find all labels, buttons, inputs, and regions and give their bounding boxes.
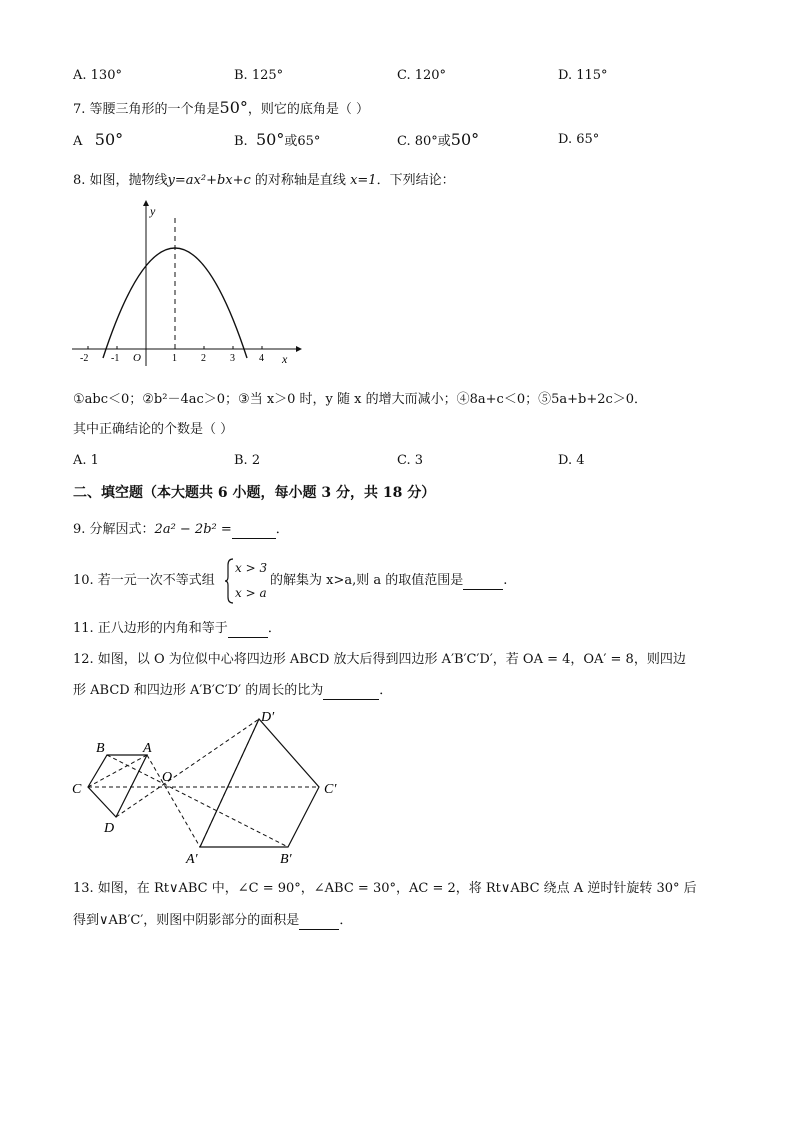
tick-label: 4 [259, 353, 264, 364]
q11-answer-blank [228, 623, 268, 638]
homothety-rays [88, 719, 319, 847]
q8-conclusions: ①abc＜0；②b²－4ac＞0；③当 x＞0 时，y 随 x 的增大而减小；④8a+c＜0；⑤5a+b+2c＞0． [73, 392, 648, 407]
q8-option-d: D. 4 [558, 453, 585, 468]
q10-prefix: 10. 若一元一次不等式组 [73, 573, 215, 588]
q6-option-c: C. 120° [397, 68, 447, 83]
quadrilateral-a-b-c-d-prime [200, 719, 319, 847]
point-label-c-prime: C′ [324, 782, 337, 797]
q12-line2: 形 ABCD 和四边形 A′B′C′D′ 的周长的比为 ． [73, 683, 393, 698]
point-label-d-prime: D′ [261, 710, 275, 725]
point-label-d: D [104, 821, 115, 836]
q7-option-b: B. 50°或65° [234, 130, 321, 149]
q12-line1: 12. 如图，以 O 为位似中心将四边形 ABCD 放大后得到四边形 A′B′C′D′，若 OA = 4，OA′ = 8，则四边 [73, 652, 686, 667]
q7-option-d: D. 65° [558, 132, 600, 147]
q9-answer-blank [232, 524, 276, 539]
q13-line2: 得到∨AB′C′，则图中阴影部分的面积是 ． [73, 913, 353, 928]
point-label-o: O [162, 770, 173, 785]
point-label-c: C [72, 782, 82, 797]
q13-answer-blank [299, 915, 339, 930]
x-axis-label: x [282, 352, 288, 366]
q9: 9. 分解因式：2a² − 2b² = ． [73, 522, 289, 537]
quadrilateral-abcd [88, 755, 147, 817]
tick-label: 2 [201, 353, 206, 364]
q7-option-a: A 50° [73, 130, 124, 149]
q10-tail: 的解集为 x>a,则 a 的取值范围是 . [270, 573, 508, 588]
tick-label: -2 [80, 353, 89, 364]
tick-label: -1 [111, 353, 120, 364]
tick-label: 1 [172, 353, 177, 364]
q6-option-b: B. 125° [234, 68, 284, 83]
q7-option-c: C. 80°或50° [397, 130, 480, 149]
point-label-a-prime: A′ [186, 852, 198, 867]
q8-option-a: A. 1 [73, 453, 99, 468]
q8-question: 其中正确结论的个数是（ ） [73, 422, 234, 437]
q6-option-d: D. 115° [558, 68, 608, 83]
y-axis-label: y [150, 204, 156, 218]
q10-ineq-1: x > 3 [235, 561, 268, 575]
q8-parabola-graph [70, 198, 302, 368]
q12-answer-blank [323, 685, 379, 700]
origin-label: O [133, 352, 141, 364]
point-label-b: B [96, 741, 105, 756]
q10-ineq-2: x > a [235, 586, 267, 600]
q10-answer-blank [463, 575, 503, 590]
q11: 11. 正八边形的内角和等于 ． [73, 621, 281, 636]
point-label-b-prime: B′ [280, 852, 292, 867]
q13-line1: 13. 如图，在 Rt∨ABC 中，∠C = 90°，∠ABC = 30°，AC = 2，将 Rt∨ABC 绕点 A 逆时针旋转 30° 后 [73, 881, 697, 896]
q6-option-a: A. 130° [73, 68, 122, 83]
brace-icon [224, 558, 234, 604]
q8-option-b: B. 2 [234, 453, 261, 468]
q8-stem: 8. 如图，抛物线y=ax²+bx+c 的对称轴是直线 x=1．下列结论： [73, 173, 455, 188]
q8-option-c: C. 3 [397, 453, 424, 468]
q7-stem: 7. 等腰三角形的一个角是50°，则它的底角是（ ） [73, 98, 370, 117]
point-label-a: A [143, 741, 152, 756]
tick-label: 3 [230, 353, 235, 364]
q12-homothety-figure [66, 705, 356, 870]
section-title: 二、填空题（本大题共 6 小题，每小题 3 分，共 18 分） [73, 485, 436, 501]
